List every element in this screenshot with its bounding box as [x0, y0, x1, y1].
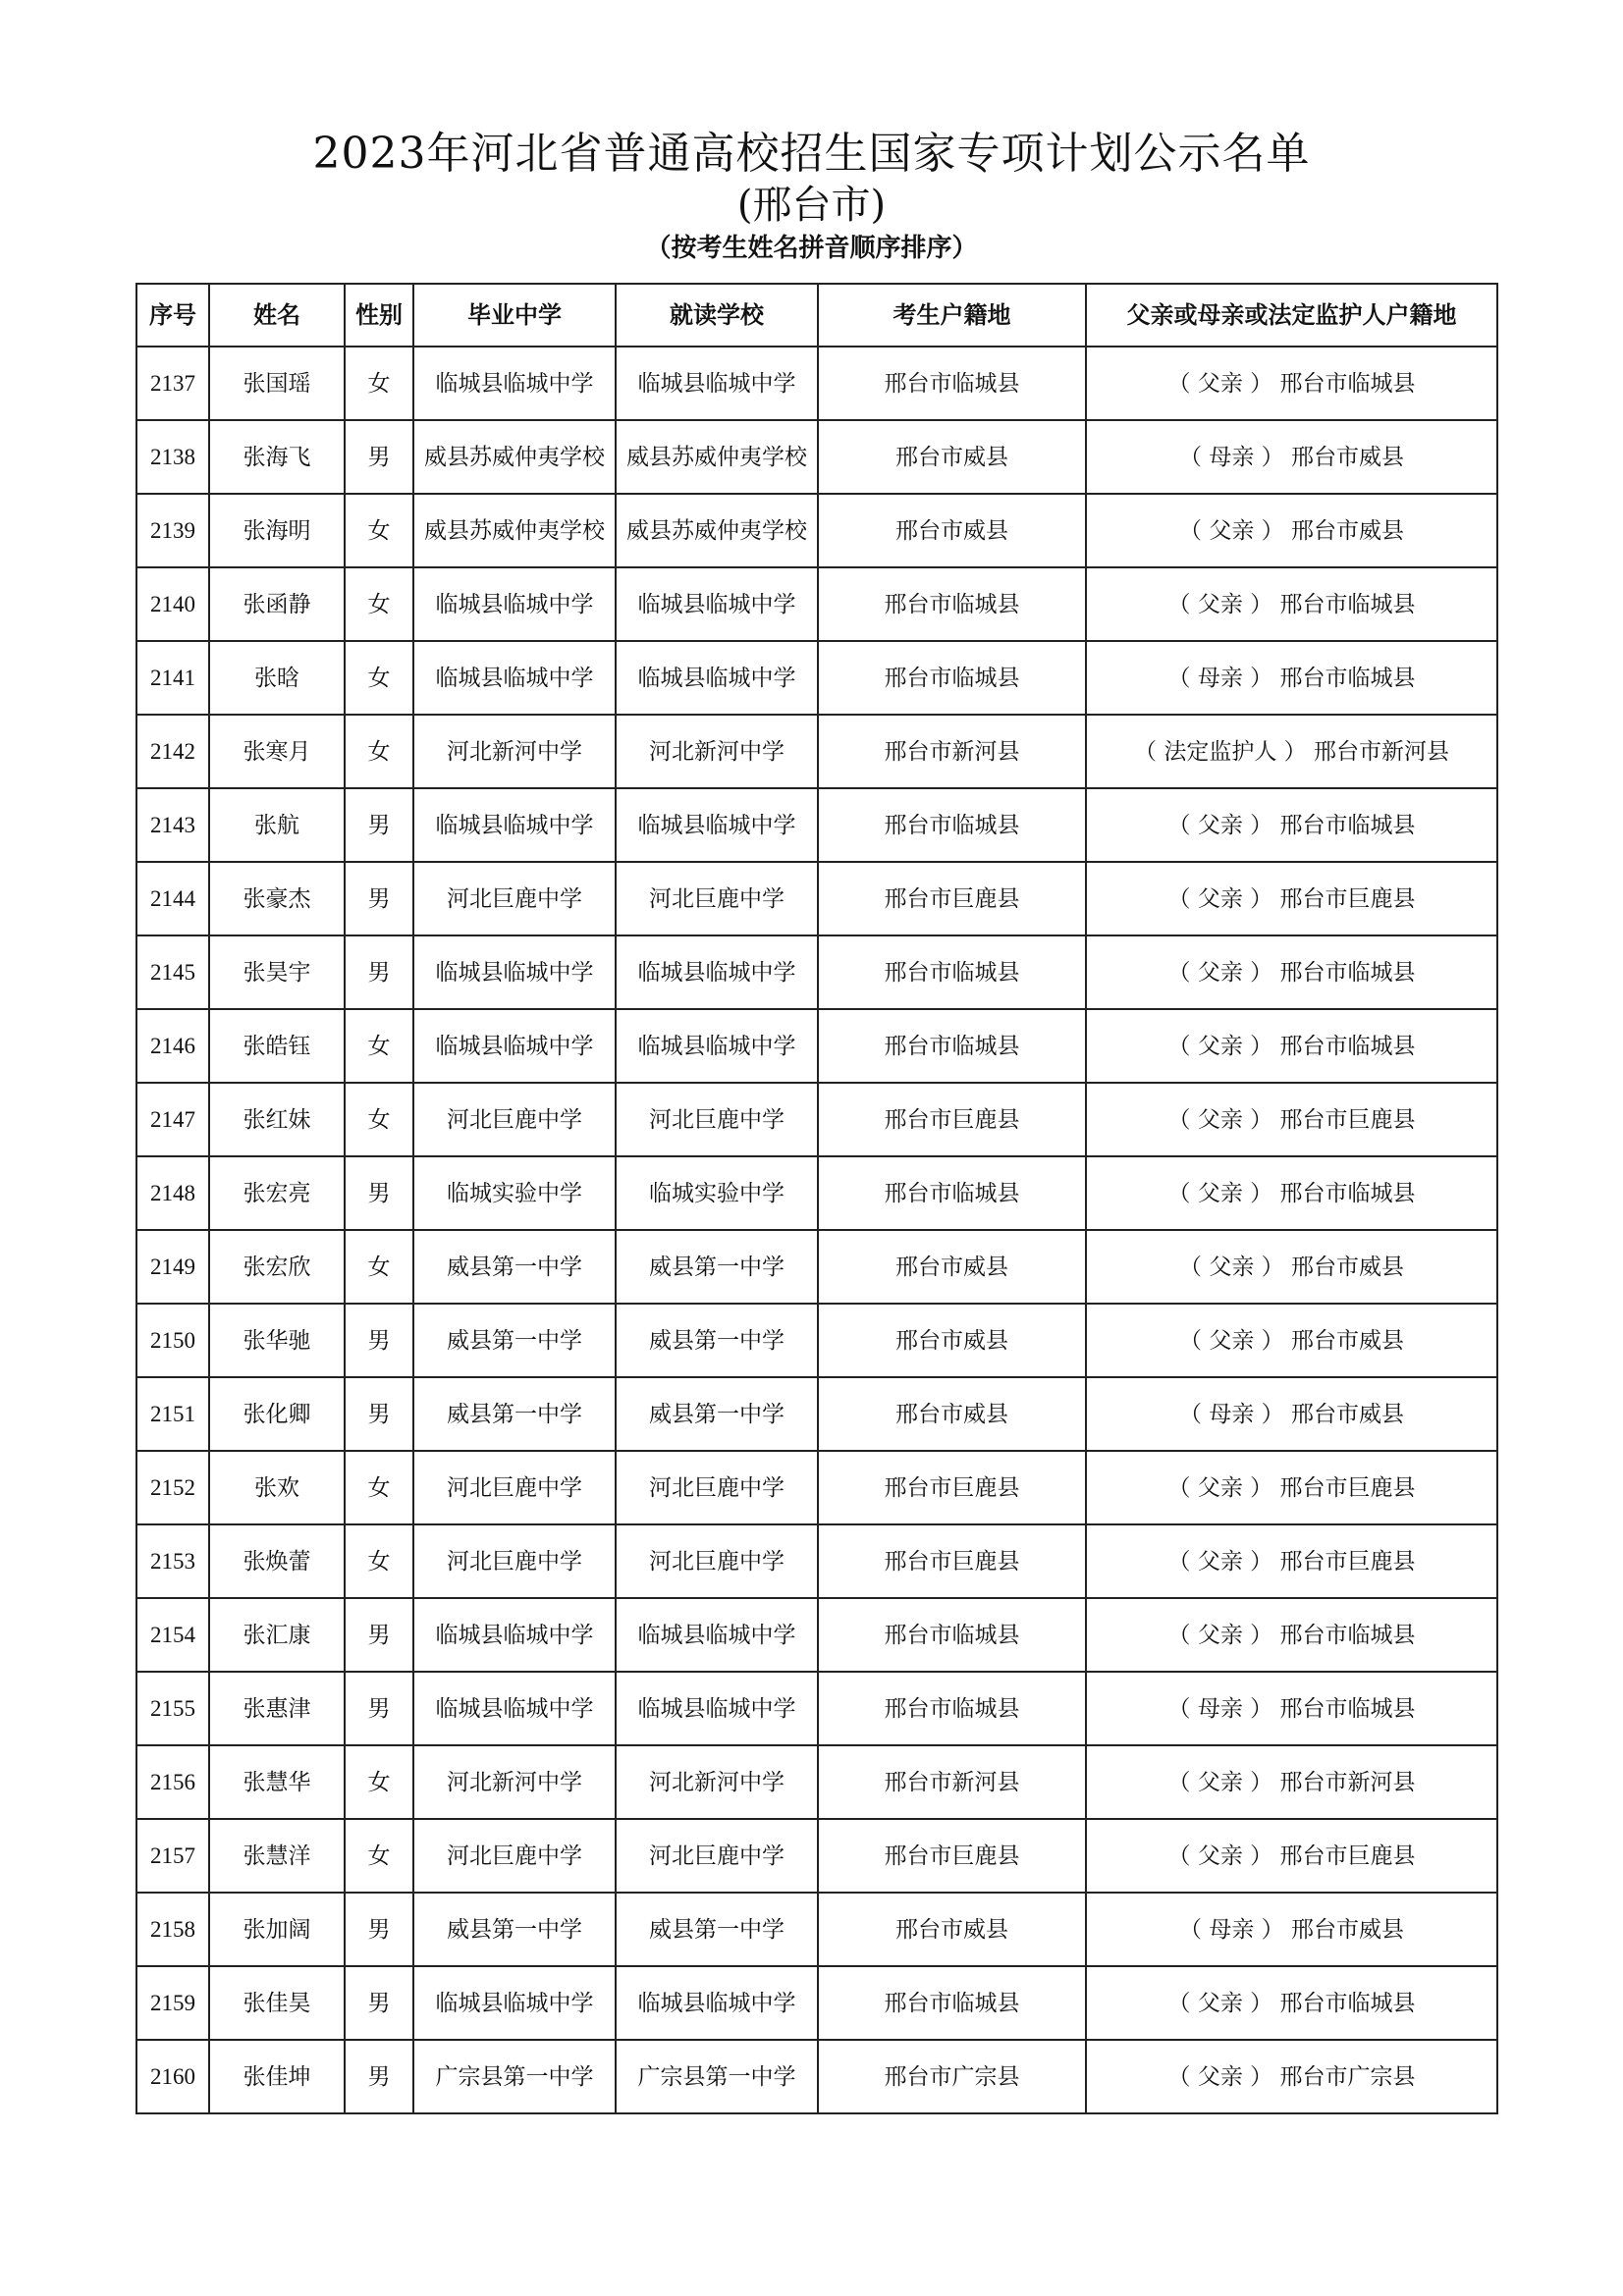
cell-name: 张宏亮: [209, 1156, 345, 1230]
cell-graduation-school: 威县第一中学: [413, 1893, 616, 1966]
cell-serial: 2156: [136, 1745, 209, 1819]
cell-guardian-household: （ 父亲 ） 邢台市临城县: [1086, 1966, 1497, 2040]
cell-gender: 男: [345, 935, 413, 1009]
cell-name: 张欢: [209, 1451, 345, 1524]
cell-guardian-household: （ 父亲 ） 邢台市巨鹿县: [1086, 862, 1497, 935]
cell-student-household: 邢台市临城县: [818, 347, 1086, 420]
cell-name: 张佳昊: [209, 1966, 345, 2040]
cell-gender: 男: [345, 2040, 413, 2113]
table-row: [136, 1083, 1497, 1156]
cell-student-household: 邢台市威县: [818, 494, 1086, 567]
cell-student-household: 邢台市巨鹿县: [818, 862, 1086, 935]
table-row: [136, 1156, 1497, 1230]
cell-name: 张化卿: [209, 1377, 345, 1451]
cell-student-household: 邢台市巨鹿县: [818, 1819, 1086, 1893]
cell-serial: 2144: [136, 862, 209, 935]
cell-guardian-household: （ 父亲 ） 邢台市临城县: [1086, 1598, 1497, 1672]
cell-student-household: 邢台市巨鹿县: [818, 1083, 1086, 1156]
cell-graduation-school: 威县第一中学: [413, 1377, 616, 1451]
cell-name: 张宏欣: [209, 1230, 345, 1304]
cell-serial: 2141: [136, 641, 209, 715]
cell-name: 张惠津: [209, 1672, 345, 1745]
cell-gender: 女: [345, 567, 413, 641]
cell-gender: 女: [345, 347, 413, 420]
cell-serial: 2152: [136, 1451, 209, 1524]
cell-current-school: 临城县临城中学: [616, 1672, 818, 1745]
cell-gender: 男: [345, 1598, 413, 1672]
cell-graduation-school: 临城县临城中学: [413, 641, 616, 715]
cell-student-household: 邢台市临城县: [818, 1966, 1086, 2040]
roster-body: [136, 347, 1497, 2113]
table-row: [136, 420, 1497, 494]
cell-graduation-school: 临城县临城中学: [413, 1966, 616, 2040]
cell-graduation-school: 威县第一中学: [413, 1230, 616, 1304]
cell-serial: 2137: [136, 347, 209, 420]
cell-student-household: 邢台市威县: [818, 1893, 1086, 1966]
table-row: [136, 788, 1497, 862]
cell-name: 张函静: [209, 567, 345, 641]
cell-name: 张昊宇: [209, 935, 345, 1009]
table-row: [136, 1966, 1497, 2040]
cell-name: 张焕蕾: [209, 1524, 345, 1598]
sort-note: （按考生姓名拼音顺序排序）: [645, 234, 978, 263]
cell-gender: 男: [345, 788, 413, 862]
table-row: [136, 1230, 1497, 1304]
cell-gender: 女: [345, 1009, 413, 1083]
table-row: [136, 1524, 1497, 1598]
cell-graduation-school: 临城实验中学: [413, 1156, 616, 1230]
cell-student-household: 邢台市威县: [818, 420, 1086, 494]
cell-guardian-household: （ 母亲 ） 邢台市威县: [1086, 1377, 1497, 1451]
cell-guardian-household: （ 父亲 ） 邢台市临城县: [1086, 347, 1497, 420]
cell-serial: 2153: [136, 1524, 209, 1598]
table-row: [136, 1893, 1497, 1966]
cell-current-school: 河北新河中学: [616, 1745, 818, 1819]
table-row: [136, 1598, 1497, 1672]
cell-guardian-household: （ 母亲 ） 邢台市威县: [1086, 420, 1497, 494]
cell-name: 张国瑶: [209, 347, 345, 420]
cell-gender: 女: [345, 1451, 413, 1524]
table-row: [136, 1819, 1497, 1893]
cell-guardian-household: （ 父亲 ） 邢台市巨鹿县: [1086, 1819, 1497, 1893]
cell-student-household: 邢台市临城县: [818, 1009, 1086, 1083]
cell-graduation-school: 临城县临城中学: [413, 1009, 616, 1083]
cell-name: 张豪杰: [209, 862, 345, 935]
cell-serial: 2160: [136, 2040, 209, 2113]
cell-serial: 2151: [136, 1377, 209, 1451]
cell-gender: 男: [345, 420, 413, 494]
cell-current-school: 威县第一中学: [616, 1230, 818, 1304]
cell-student-household: 邢台市巨鹿县: [818, 1451, 1086, 1524]
cell-gender: 男: [345, 1966, 413, 2040]
cell-serial: 2139: [136, 494, 209, 567]
cell-student-household: 邢台市临城县: [818, 1598, 1086, 1672]
cell-gender: 女: [345, 641, 413, 715]
cell-graduation-school: 临城县临城中学: [413, 1598, 616, 1672]
cell-current-school: 临城实验中学: [616, 1156, 818, 1230]
cell-name: 张慧洋: [209, 1819, 345, 1893]
table-row: [136, 1745, 1497, 1819]
cell-name: 张红妹: [209, 1083, 345, 1156]
cell-name: 张华驰: [209, 1304, 345, 1377]
table-row: [136, 1451, 1497, 1524]
cell-student-household: 邢台市新河县: [818, 715, 1086, 788]
cell-current-school: 河北巨鹿中学: [616, 1083, 818, 1156]
cell-name: 张晗: [209, 641, 345, 715]
cell-graduation-school: 临城县临城中学: [413, 1672, 616, 1745]
cell-name: 张佳坤: [209, 2040, 345, 2113]
cell-serial: 2146: [136, 1009, 209, 1083]
cell-student-household: 邢台市巨鹿县: [818, 1524, 1086, 1598]
cell-serial: 2159: [136, 1966, 209, 2040]
cell-graduation-school: 河北新河中学: [413, 715, 616, 788]
cell-student-household: 邢台市威县: [818, 1377, 1086, 1451]
cell-guardian-household: （ 父亲 ） 邢台市巨鹿县: [1086, 1083, 1497, 1156]
cell-student-household: 邢台市新河县: [818, 1745, 1086, 1819]
table-row: [136, 1672, 1497, 1745]
cell-gender: 男: [345, 862, 413, 935]
table-row: [136, 715, 1497, 788]
cell-guardian-household: （ 父亲 ） 邢台市临城县: [1086, 935, 1497, 1009]
header-current-school: 就读学校: [616, 284, 818, 347]
cell-graduation-school: 威县苏威仲夷学校: [413, 420, 616, 494]
cell-current-school: 河北巨鹿中学: [616, 1524, 818, 1598]
cell-graduation-school: 河北新河中学: [413, 1745, 616, 1819]
cell-graduation-school: 广宗县第一中学: [413, 2040, 616, 2113]
cell-current-school: 威县苏威仲夷学校: [616, 420, 818, 494]
cell-current-school: 临城县临城中学: [616, 1009, 818, 1083]
cell-guardian-household: （ 父亲 ） 邢台市新河县: [1086, 1745, 1497, 1819]
cell-serial: 2154: [136, 1598, 209, 1672]
cell-serial: 2140: [136, 567, 209, 641]
cell-current-school: 威县第一中学: [616, 1893, 818, 1966]
cell-gender: 男: [345, 1893, 413, 1966]
header-serial: 序号: [136, 284, 209, 347]
cell-serial: 2143: [136, 788, 209, 862]
cell-student-household: 邢台市临城县: [818, 567, 1086, 641]
cell-guardian-household: （ 法定监护人 ） 邢台市新河县: [1086, 715, 1497, 788]
cell-graduation-school: 临城县临城中学: [413, 935, 616, 1009]
cell-current-school: 河北巨鹿中学: [616, 862, 818, 935]
cell-name: 张慧华: [209, 1745, 345, 1819]
cell-gender: 女: [345, 1819, 413, 1893]
cell-serial: 2150: [136, 1304, 209, 1377]
cell-graduation-school: 河北巨鹿中学: [413, 1083, 616, 1156]
table-row: [136, 494, 1497, 567]
cell-gender: 女: [345, 494, 413, 567]
header-name: 姓名: [209, 284, 345, 347]
cell-name: 张海飞: [209, 420, 345, 494]
document-title: 2023年河北省普通高校招生国家专项计划公示名单: [312, 129, 1311, 179]
header-guardian-household: 父亲或母亲或法定监护人户籍地: [1086, 284, 1497, 347]
cell-serial: 2145: [136, 935, 209, 1009]
cell-graduation-school: 临城县临城中学: [413, 788, 616, 862]
cell-guardian-household: （ 父亲 ） 邢台市巨鹿县: [1086, 1451, 1497, 1524]
cell-student-household: 邢台市临城县: [818, 641, 1086, 715]
cell-serial: 2148: [136, 1156, 209, 1230]
cell-gender: 女: [345, 1745, 413, 1819]
table-row: [136, 347, 1497, 420]
cell-current-school: 河北新河中学: [616, 715, 818, 788]
cell-current-school: 临城县临城中学: [616, 935, 818, 1009]
cell-guardian-household: （ 父亲 ） 邢台市威县: [1086, 1304, 1497, 1377]
cell-current-school: 威县第一中学: [616, 1304, 818, 1377]
cell-name: 张皓钰: [209, 1009, 345, 1083]
roster-table: [135, 283, 1498, 2114]
cell-gender: 男: [345, 1304, 413, 1377]
cell-guardian-household: （ 父亲 ） 邢台市临城县: [1086, 1156, 1497, 1230]
cell-serial: 2147: [136, 1083, 209, 1156]
cell-guardian-household: （ 母亲 ） 邢台市临城县: [1086, 1672, 1497, 1745]
cell-guardian-household: （ 父亲 ） 邢台市临城县: [1086, 567, 1497, 641]
cell-gender: 女: [345, 1230, 413, 1304]
cell-current-school: 临城县临城中学: [616, 1598, 818, 1672]
header-row: [136, 284, 1497, 347]
cell-current-school: 广宗县第一中学: [616, 2040, 818, 2113]
table-row: [136, 1304, 1497, 1377]
cell-current-school: 河北巨鹿中学: [616, 1451, 818, 1524]
table-row: [136, 641, 1497, 715]
cell-name: 张航: [209, 788, 345, 862]
cell-guardian-household: （ 母亲 ） 邢台市威县: [1086, 1893, 1497, 1966]
table-row: [136, 1009, 1497, 1083]
cell-graduation-school: 威县苏威仲夷学校: [413, 494, 616, 567]
cell-student-household: 邢台市临城县: [818, 1156, 1086, 1230]
cell-guardian-household: （ 父亲 ） 邢台市威县: [1086, 494, 1497, 567]
table-row: [136, 862, 1497, 935]
document-subtitle: (邢台市): [736, 183, 887, 228]
cell-gender: 女: [345, 715, 413, 788]
cell-gender: 女: [345, 1524, 413, 1598]
header-gender: 性别: [345, 284, 413, 347]
table-row: [136, 1377, 1497, 1451]
cell-name: 张汇康: [209, 1598, 345, 1672]
cell-student-household: 邢台市广宗县: [818, 2040, 1086, 2113]
cell-current-school: 威县第一中学: [616, 1377, 818, 1451]
cell-name: 张加阔: [209, 1893, 345, 1966]
cell-student-household: 邢台市临城县: [818, 935, 1086, 1009]
cell-student-household: 邢台市威县: [818, 1230, 1086, 1304]
cell-graduation-school: 河北巨鹿中学: [413, 1451, 616, 1524]
cell-serial: 2138: [136, 420, 209, 494]
cell-serial: 2155: [136, 1672, 209, 1745]
cell-gender: 女: [345, 1083, 413, 1156]
cell-serial: 2158: [136, 1893, 209, 1966]
table-row: [136, 935, 1497, 1009]
cell-student-household: 邢台市临城县: [818, 788, 1086, 862]
table-row: [136, 567, 1497, 641]
cell-graduation-school: 河北巨鹿中学: [413, 1524, 616, 1598]
cell-guardian-household: （ 父亲 ） 邢台市威县: [1086, 1230, 1497, 1304]
cell-current-school: 临城县临城中学: [616, 641, 818, 715]
cell-guardian-household: （ 父亲 ） 邢台市临城县: [1086, 1009, 1497, 1083]
cell-student-household: 邢台市威县: [818, 1304, 1086, 1377]
cell-current-school: 临城县临城中学: [616, 788, 818, 862]
header-graduation-school: 毕业中学: [413, 284, 616, 347]
table-row: [136, 2040, 1497, 2113]
cell-gender: 男: [345, 1672, 413, 1745]
cell-graduation-school: 威县第一中学: [413, 1304, 616, 1377]
cell-gender: 男: [345, 1377, 413, 1451]
cell-graduation-school: 临城县临城中学: [413, 347, 616, 420]
cell-serial: 2157: [136, 1819, 209, 1893]
cell-serial: 2149: [136, 1230, 209, 1304]
cell-name: 张寒月: [209, 715, 345, 788]
cell-graduation-school: 河北巨鹿中学: [413, 862, 616, 935]
cell-guardian-household: （ 父亲 ） 邢台市广宗县: [1086, 2040, 1497, 2113]
cell-current-school: 临城县临城中学: [616, 1966, 818, 2040]
cell-guardian-household: （ 父亲 ） 邢台市临城县: [1086, 788, 1497, 862]
cell-current-school: 临城县临城中学: [616, 347, 818, 420]
cell-gender: 男: [345, 1156, 413, 1230]
cell-student-household: 邢台市临城县: [818, 1672, 1086, 1745]
cell-guardian-household: （ 父亲 ） 邢台市巨鹿县: [1086, 1524, 1497, 1598]
cell-current-school: 临城县临城中学: [616, 567, 818, 641]
cell-guardian-household: （ 母亲 ） 邢台市临城县: [1086, 641, 1497, 715]
cell-graduation-school: 临城县临城中学: [413, 567, 616, 641]
cell-current-school: 威县苏威仲夷学校: [616, 494, 818, 567]
cell-serial: 2142: [136, 715, 209, 788]
cell-current-school: 河北巨鹿中学: [616, 1819, 818, 1893]
cell-name: 张海明: [209, 494, 345, 567]
cell-graduation-school: 河北巨鹿中学: [413, 1819, 616, 1893]
header-student-household: 考生户籍地: [818, 284, 1086, 347]
